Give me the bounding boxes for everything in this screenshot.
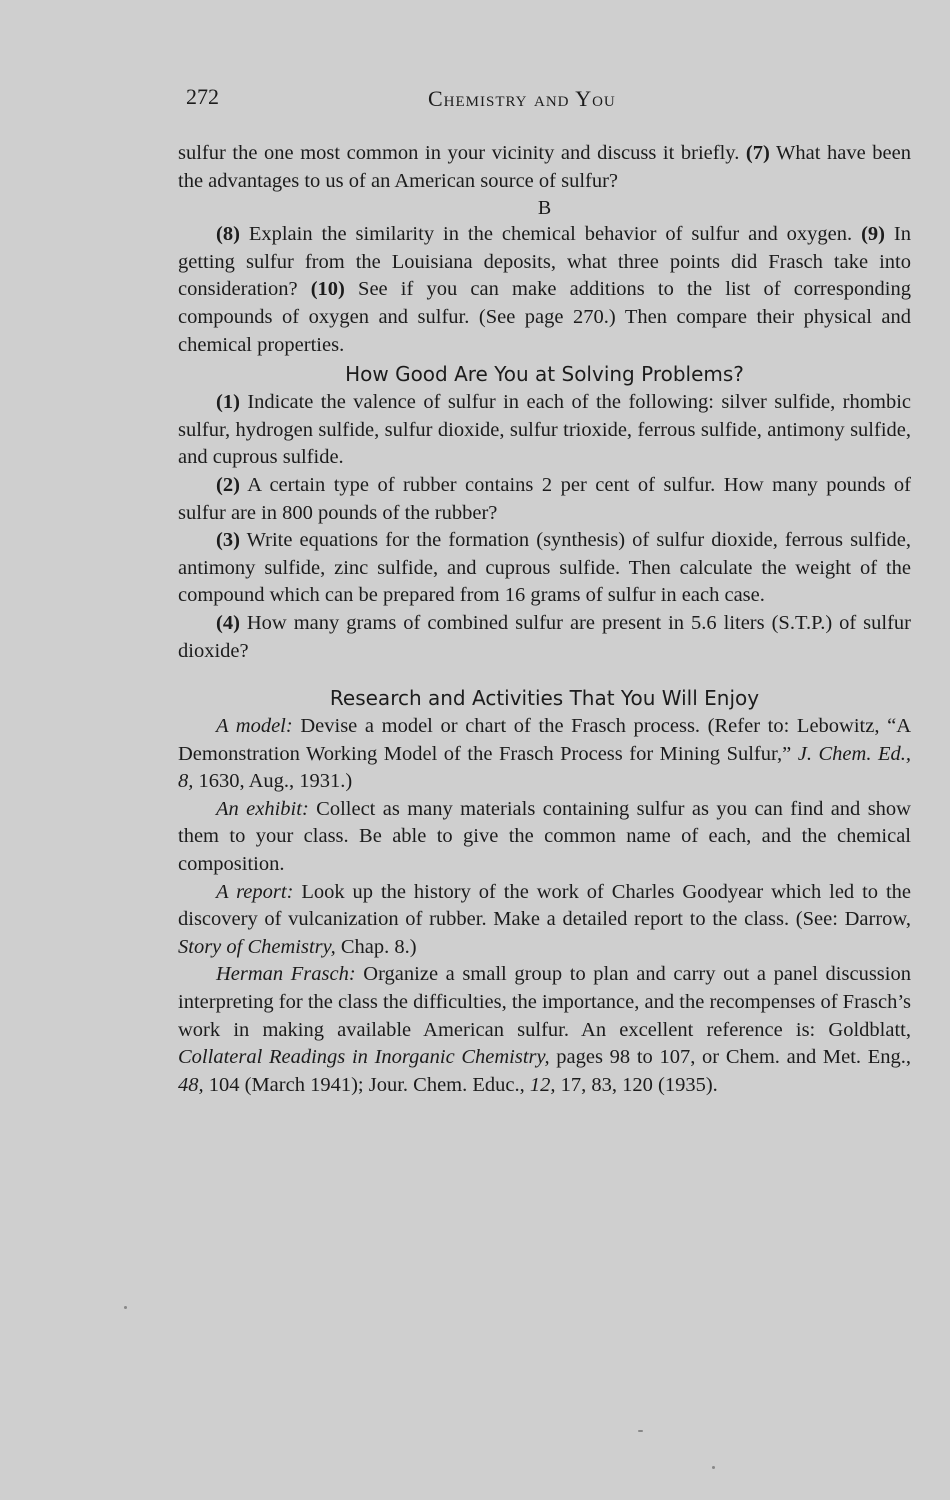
question-10-text: See if you can make additions to the list of corresponding compounds of oxygen and sulfur. (See page 270.) Then compare their physical and chemical properties.: [178, 278, 912, 356]
activity-model-text-2: 1630, Aug., 1931.): [193, 770, 353, 793]
section-gap: [178, 665, 911, 683]
problem-3-text: Write equations for the formation (synthesis) of sulfur dioxide, ferrous sulfide, antimony sulfide, zinc sulfide, and cuprous sulfide. Then calculate the weight of the compound which can be prepared from 16 grams of sulfur in each case.: [178, 529, 911, 607]
running-title: Chemistry and You: [428, 86, 616, 111]
question-7-text: What have been the advantages to us of an American source of sulfur?: [178, 142, 912, 192]
question-7-number: (7): [745, 142, 770, 164]
question-9-text: In getting sulfur from the Louisiana deposits, what three points did Frasch take into consideration?: [178, 223, 911, 301]
paper-speck: [712, 1466, 715, 1469]
page-header: [186, 84, 906, 116]
question-8-number: (8): [216, 223, 240, 246]
section-b-paragraph: [178, 221, 911, 359]
problem-1: [178, 389, 911, 472]
activity-frasch-text-1: Organize a small group to plan and carry out a panel discussion interpreting for the class the difficulties, the importance, and the recompenses of Frasch’s work in making available American sulfur. An excellent reference is: Goldblatt,: [178, 963, 911, 1041]
problem-4-number: (4): [216, 611, 240, 634]
activity-model-lead: A model:: [216, 715, 293, 738]
activity-exhibit-lead: An exhibit:: [216, 797, 309, 820]
activity-model-volume: 8,: [178, 770, 194, 793]
problem-2: [178, 472, 911, 527]
problem-4-text: How many grams of combined sulfur are present in 5.6 liters (S.T.P.) of sulfur dioxide?: [178, 611, 911, 662]
page-number: 272: [186, 84, 219, 109]
activity-model-journal: J. Chem. Ed.,: [797, 742, 911, 765]
activities-heading: Research and Activities That You Will Enjoy: [329, 686, 760, 711]
activity-report-text-1: Look up the history of the work of Charles Goodyear which led to the discovery of vulcanization of rubber. Make a detailed report to the class. (See: Darrow,: [178, 880, 912, 931]
activity-exhibit: [178, 796, 911, 879]
question-10-number: (10): [310, 278, 345, 301]
activity-frasch-lead: Herman Frasch:: [216, 963, 356, 986]
problem-3: [178, 527, 911, 610]
activity-frasch-volume-1: 48,: [178, 1073, 204, 1096]
problem-4: [178, 610, 911, 665]
activity-report-book: Story of Chemistry,: [178, 935, 336, 958]
problem-1-number: (1): [216, 391, 240, 414]
activity-frasch-text-2: pages 98 to 107, or Chem. and Met. Eng.,: [549, 1046, 911, 1069]
activity-model: [178, 713, 911, 796]
section-b-heading: B: [537, 197, 552, 220]
activity-frasch-text-3: 104 (March 1941); Jour. Chem. Educ.,: [203, 1073, 530, 1096]
problem-3-number: (3): [216, 529, 240, 552]
activity-exhibit-text: Collect as many materials containing sulfur as you can find and show them to your class. Be able to give the common name of each, and the chemical composition.: [178, 797, 911, 876]
question-8-text: Explain the similarity in the chemical behavior of sulfur and oxygen.: [239, 223, 862, 246]
problem-1-text: Indicate the valence of sulfur in each of the following: silver sulfide, rhombic sulfur, hydrogen sulfide, sulfur dioxide, sulfur trioxide, ferrous sulfide, antimony sulfide, and cuprous sulfide.: [178, 391, 911, 469]
activity-frasch-book: Collateral Readings in Inorganic Chemistry,: [178, 1046, 550, 1069]
activity-model-text-1: Devise a model or chart of the Frasch process. (Refer to: Lebowitz, “A Demonstration Working Model of the Frasch Process for Mining Sulfur,”: [178, 715, 911, 765]
problem-2-number: (2): [216, 473, 240, 496]
activity-report-text-2: Chap. 8.): [335, 935, 417, 958]
activity-report: [178, 879, 911, 962]
activity-report-lead: A report:: [216, 880, 294, 903]
paper-speck: [124, 1306, 127, 1309]
carryover-line: sulfur the one most common in your vicinity and discuss it briefly.: [178, 142, 740, 164]
activity-frasch-text-4: 17, 83, 120 (1935).: [555, 1073, 718, 1096]
question-9-number: (9): [861, 223, 885, 246]
activity-frasch: [178, 961, 911, 1099]
problem-2-text: A certain type of rubber contains 2 per cent of sulfur. How many pounds of sulfur are in 800 pounds of the rubber?: [178, 473, 911, 524]
page-body: [178, 140, 911, 1099]
problems-heading: How Good Are You at Solving Problems?: [345, 362, 744, 387]
activity-frasch-volume-2: 12,: [529, 1073, 556, 1096]
carryover-text: [178, 140, 911, 195]
paper-speck: [638, 1430, 643, 1432]
